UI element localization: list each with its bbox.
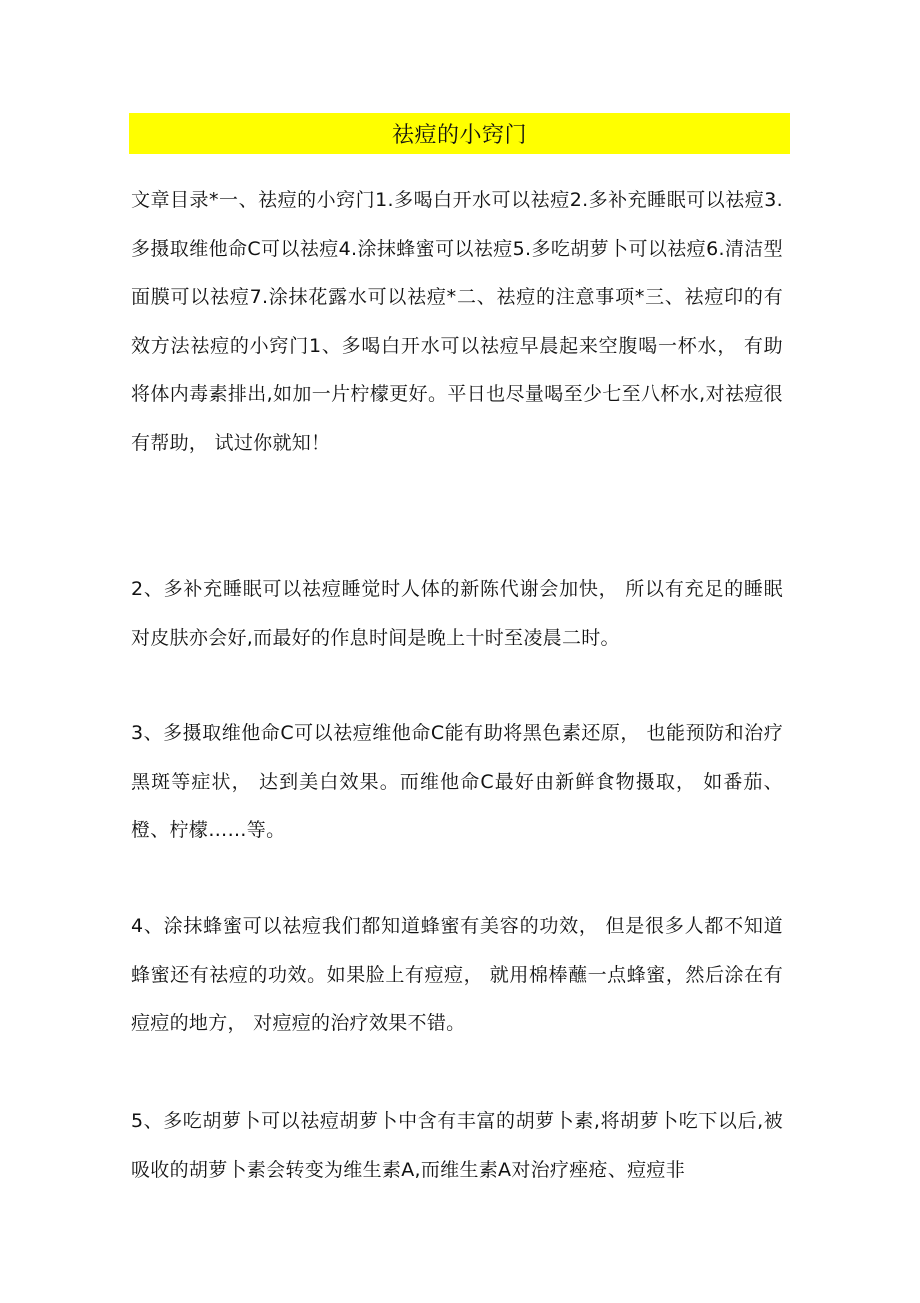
document-title: 祛痘的小窍门 [391, 123, 527, 148]
paragraph-tip-2: 2、多补充睡眠可以祛痘睡觉时人体的新陈代谢会加快， 所以有充足的睡眠对皮肤亦会好,而最好的作息时间是晚上十时至凌晨二时。 [131, 578, 783, 649]
paragraph-tip-4: 4、涂抹蜂蜜可以祛痘我们都知道蜂蜜有美容的功效， 但是很多人都不知道蜂蜜还有祛痘的功效。如果脸上有痘痘， 就用棉棒蘸一点蜂蜜，然后涂在有痘痘的地方， 对痘痘的治疗效果不错。 [131, 915, 783, 1034]
paragraph-tip-5: 5、多吃胡萝卜可以祛痘胡萝卜中含有丰富的胡萝卜素,将胡萝卜吃下以后,被吸收的胡萝卜素会转变为维生素A,而维生素A对治疗痤疮、痘痘非 [131, 1110, 783, 1181]
paragraph-tip-3: 3、多摄取维他命C可以祛痘维他命C能有助将黑色素还原， 也能预防和治疗黑斑等症状， 达到美白效果。而维他命C最好由新鲜食物摄取， 如番茄、橙、柠檬……等。 [131, 722, 783, 841]
title-highlight-bar [129, 113, 790, 154]
paragraph-table-of-contents: 文章目录*一、祛痘的小窍门1.多喝白开水可以祛痘2.多补充睡眠可以祛痘3.多摄取维他命C可以祛痘4.涂抹蜂蜜可以祛痘5.多吃胡萝卜可以祛痘6.清洁型面膜可以祛痘7.涂抹花露水可以祛痘*二、祛痘的注意事项*三、祛痘印的有效方法祛痘的小窍门1、多喝白开水可以祛痘早晨起来空腹喝一杯水， 有助将体内毒素排出,如加一片柠檬更好。平日也尽量喝至少七至八杯水,对祛痘很有帮助， 试过你就知！ [131, 189, 783, 454]
